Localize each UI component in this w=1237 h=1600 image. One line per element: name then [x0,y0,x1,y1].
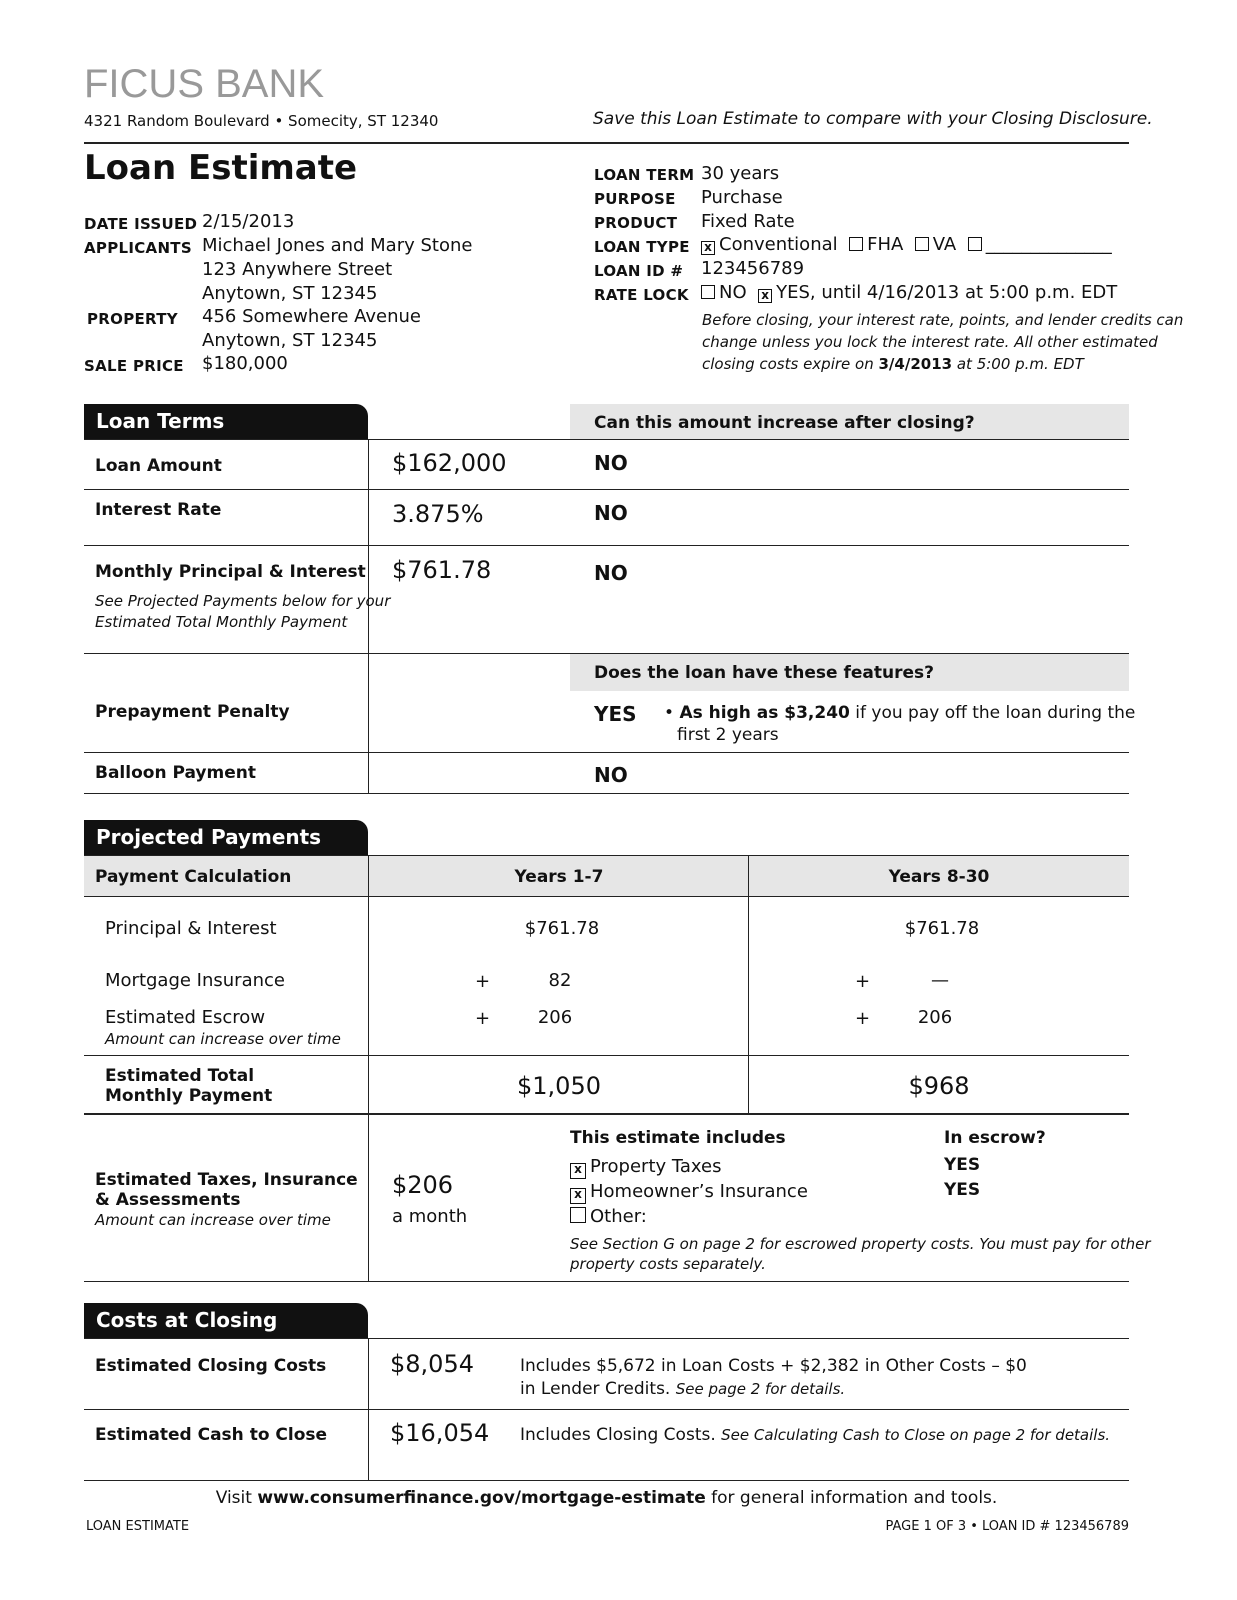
va-checkbox[interactable] [915,237,929,251]
rule [84,545,1129,546]
loan-id: 123456789 [701,258,805,279]
rule [84,1055,1129,1056]
rule [84,1281,1129,1282]
bank-name: FICUS BANK [84,62,325,106]
prepay-answer: YES [594,702,637,726]
conventional-label: Conventional [719,234,838,255]
monthly-pi-answer: NO [594,561,628,585]
taxes-in-escrow: YES [944,1155,981,1175]
escrow-years-8-30: 206 [917,1007,953,1028]
save-note: Save this Loan Estimate to compare with your Closing Disclosure. [593,109,1153,129]
in-escrow-header: In escrow? [944,1128,1046,1148]
total-years-8-30: $968 [908,1072,970,1100]
cfpb-link[interactable]: www.consumerfinance.gov/mortgage-estimate [257,1488,706,1508]
escrow-label: Estimated Escrow [105,1007,266,1028]
footer-right: PAGE 1 OF 3 • LOAN ID # 123456789 [885,1519,1129,1534]
monthly-pi-label: Monthly Principal & Interest [95,562,366,582]
rate-lock-yes-checkbox[interactable]: x [758,289,772,303]
pp-divider-1 [368,856,369,1281]
costs-divider [368,1339,369,1481]
rule [84,489,1129,490]
include-insurance: x Homeowner’s Insurance [570,1181,808,1204]
pi-years-8-30: $761.78 [904,918,980,939]
closing-costs-label: Estimated Closing Costs [95,1356,327,1376]
fha-checkbox[interactable] [849,237,863,251]
pi-years-1-7: $761.78 [524,918,600,939]
interest-rate-answer: NO [594,501,628,525]
loan-amount-label: Loan Amount [95,456,222,476]
conventional-checkbox[interactable]: x [701,241,715,255]
loan-term-label: LOAN TERM [594,166,695,184]
page-title: Loan Estimate [84,148,358,188]
va-label: VA [932,234,957,255]
mi-plus-2: + [855,971,871,992]
date-issued-label: DATE ISSUED [84,215,198,233]
purpose: Purchase [701,187,783,208]
insurance-checkbox[interactable]: x [570,1188,586,1204]
rule [84,1409,1129,1410]
balloon-answer: NO [594,763,628,787]
balloon-label: Balloon Payment [95,763,256,783]
total-years-1-7: $1,050 [517,1072,601,1100]
footer-left: LOAN ESTIMATE [86,1519,190,1534]
product-label: PRODUCT [594,214,678,232]
features-header: Does the loan have these features? [594,663,934,683]
pi-label: Principal & Interest [105,918,277,939]
mi-years-8-30: — [931,970,949,991]
rate-lock-no-label: NO [719,282,747,303]
fha-label: FHA [867,234,904,255]
total-label: Estimated Total Monthly Payment [105,1066,273,1106]
purpose-label: PURPOSE [594,190,676,208]
bank-address: 4321 Random Boulevard • Somecity, ST 12340 [84,112,439,130]
loan-amount-answer: NO [594,451,628,475]
property-street: 456 Somewhere Avenue [202,306,422,327]
includes-header: This estimate includes [570,1128,786,1148]
product: Fixed Rate [701,211,795,232]
date-issued: 2/15/2013 [202,211,295,232]
rate-lock-label: RATE LOCK [594,286,689,304]
tia-amount: $206 [392,1171,454,1199]
closing-costs-desc: Includes $5,672 in Loan Costs + $2,382 in Other Costs – $0 in Lender Credits. See page 2 for details. [520,1356,1027,1399]
other-type-checkbox[interactable] [968,237,982,251]
taxes-checkbox[interactable]: x [570,1163,586,1179]
col-years-8-30: Years 8-30 [888,867,990,887]
loan-type-options [701,234,1112,255]
sale-price-label: SALE PRICE [84,357,184,375]
rule [84,752,1129,753]
closing-costs-amount: $8,054 [390,1350,474,1378]
rule [84,439,1129,440]
mi-label: Mortgage Insurance [105,970,285,991]
escrow-note: Amount can increase over time [105,1030,341,1048]
rate-lock-options [701,282,1117,303]
loan-id-label: LOAN ID # [594,262,684,280]
applicant-street: 123 Anywhere Street [202,259,393,280]
cash-to-close-amount: $16,054 [390,1419,490,1447]
rate-lock-yes-label: YES, until 4/16/2013 at 5:00 p.m. EDT [776,282,1118,303]
property-city: Anytown, ST 12345 [202,330,378,351]
prepay-detail: • As high as $3,240 if you pay off the loan during the first 2 years [664,703,1136,745]
footer-visit: Visit www.consumerfinance.gov/mortgage-estimate for general information and tools. [215,1488,998,1508]
header-rule [84,142,1129,144]
escrow-plus-2: + [855,1008,871,1029]
section-g-note: See Section G on page 2 for escrowed property costs. You must pay for other property costs separately. [570,1235,1151,1273]
applicants-label: APPLICANTS [84,239,192,257]
applicant-city: Anytown, ST 12345 [202,283,378,304]
interest-rate: 3.875% [392,500,484,528]
costs-tab: Costs at Closing [84,1303,368,1339]
include-taxes: x Property Taxes [570,1156,721,1179]
other-checkbox[interactable] [570,1207,586,1223]
escrow-plus-1: + [475,1008,491,1029]
col-years-1-7: Years 1-7 [514,867,604,887]
sale-price: $180,000 [202,353,288,374]
interest-rate-label: Interest Rate [95,500,222,520]
include-other: Other: [570,1206,647,1227]
property-label: PROPERTY [87,310,178,328]
rule [84,1113,1129,1115]
cash-to-close-desc: Includes Closing Costs. See Calculating Cash to Close on page 2 for details. [520,1425,1111,1445]
loan-term: 30 years [701,163,780,184]
tia-label: Estimated Taxes, Insurance & Assessments [95,1170,358,1210]
rule [84,793,1129,794]
tia-note: Amount can increase over time [95,1211,331,1229]
rate-lock-note: Before closing, your interest rate, points, and lender credits can change unless you lock the interest rate. All other estimated closing costs expire on 3/4/2013 at 5:00 p.m. EDT [702,311,1184,373]
rule [84,896,1129,897]
calc-label: Payment Calculation [95,867,292,887]
prepay-label: Prepayment Penalty [95,702,290,722]
loan-type-label: LOAN TYPE [594,238,690,256]
loan-amount: $162,000 [392,449,507,477]
mi-years-1-7: 82 [548,970,572,991]
tia-period: a month [392,1206,468,1227]
cash-to-close-label: Estimated Cash to Close [95,1425,328,1445]
increase-header: Can this amount increase after closing? [594,413,975,433]
rule [84,1480,1129,1481]
mi-plus-1: + [475,971,491,992]
escrow-years-1-7: 206 [537,1007,573,1028]
insurance-in-escrow: YES [944,1180,981,1200]
rule [84,1338,1129,1339]
other-type-blank: ______________ [985,234,1112,255]
projected-tab: Projected Payments [84,820,368,856]
loan-terms-tab: Loan Terms [84,404,368,440]
monthly-pi: $761.78 [392,556,492,584]
rate-lock-no-checkbox[interactable] [701,285,715,299]
applicant-names: Michael Jones and Mary Stone [202,235,473,256]
monthly-pi-note: See Projected Payments below for your Estimated Total Monthly Payment [95,592,391,631]
